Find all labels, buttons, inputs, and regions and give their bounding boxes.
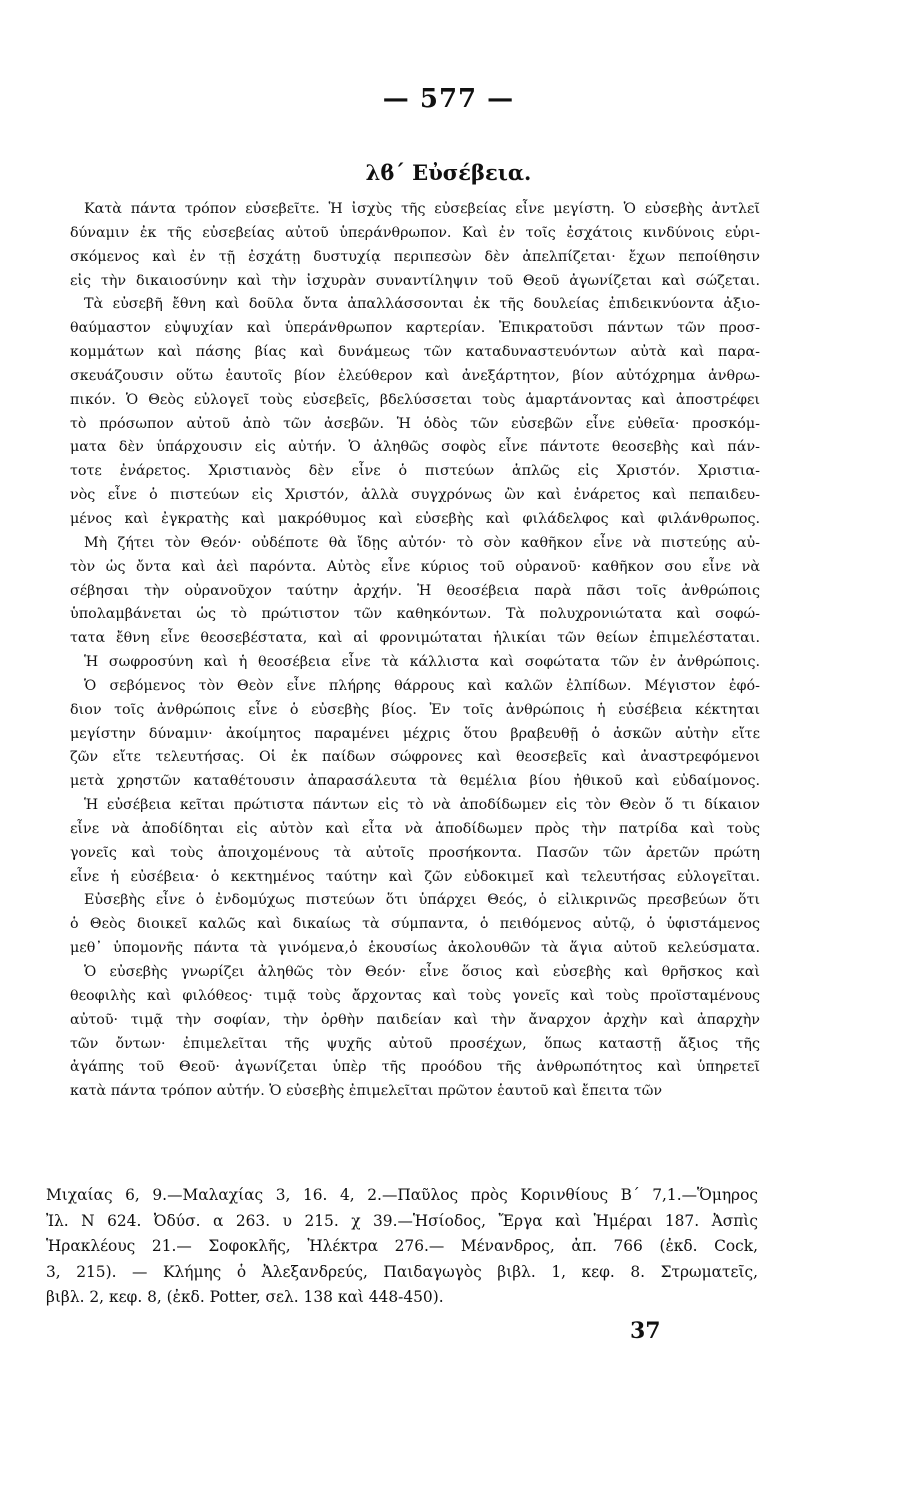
page-number: — 577 — xyxy=(382,84,515,114)
text-line: τὸ πρόσωπον αὐτοῦ ἀπὸ τῶν ἀσεβῶν. Ἡ ὁδὸς τῶν εὐσεβῶν εἶνε εὐθεῖα· προσκόμ- xyxy=(70,415,760,432)
text-line: ζῶν εἴτε τελευτήσας. Οἱ ἐκ παίδων σώφρονες καὶ θεοσεβεῖς καὶ ἀναστρεφόμενοι xyxy=(70,749,760,766)
text-line: θεοφιλὴς καὶ φιλόθεος· τιμᾷ τοὺς ἄρχοντας καὶ τοὺς γονεῖς καὶ τοὺς προϊσταμένους xyxy=(70,987,760,1004)
text-line: εἰς τὴν δικαιοσύνην καὶ τὴν ἰσχυρὰν συναντίληψιν τοῦ Θεοῦ ἀγωνίζεται καὶ σώζεται. xyxy=(70,272,760,289)
text-line: τὸν ὡς ὄντα καὶ ἀεὶ παρόντα. Αὐτὸς εἶνε κύριος τοῦ οὐρανοῦ· καθῆκον σου εἶνε νὰ xyxy=(70,558,760,575)
text-line: τατα ἔθνη εἶνε θεοσεβέστατα, καὶ αἱ φρονιμώταται ἡλικίαι τῶν θείων ἐπιμελέσταται. xyxy=(70,630,760,647)
text-line: Ὁ σεβόμενος τὸν Θεὸν εἶνε πλήρης θάρρους καὶ καλῶν ἐλπίδων. Μέγιστον ἐφό- xyxy=(84,677,760,694)
text-line: γονεῖς καὶ τοὺς ἀποιχομένους τὰ αὐτοῖς προσήκοντα. Πασῶν τῶν ἀρετῶν πρώτη xyxy=(70,844,760,861)
text-line: μεθ᾿ ὑπομονῆς πάντα τὰ γινόμενα,ὁ ἑκουσίως ἀκολουθῶν τὰ ἅγια αὐτοῦ κελεύσματα. xyxy=(70,940,760,957)
reference-line: βιβλ. 2, κεφ. 8, (ἐκδ. Potter, σελ. 138 καὶ 448-450). xyxy=(46,1288,444,1306)
text-line: Ὁ εὐσεβὴς γνωρίζει ἀληθῶς τὸν Θεόν· εἶνε ὅσιος καὶ εὐσεβὴς καὶ θρῆσκος καὶ xyxy=(84,964,760,980)
text-line: τοτε ἐνάρετος. Χριστιανὸς δὲν εἶνε ὁ πιστεύων ἁπλῶς εἰς Χριστόν. Χριστια- xyxy=(70,463,760,480)
text-line: Ἡ εὐσέβεια κεῖται πρώτιστα πάντων εἰς τὸ νὰ ἀποδίδωμεν εἰς τὸν Θεὸν ὅ τι δίκαιον xyxy=(84,797,760,814)
text-line: Εὐσεβὴς εἶνε ὁ ἐνδομύχως πιστεύων ὅτι ὑπάρχει Θεός, ὁ εἰλικρινῶς πρεσβεύων ὅτι xyxy=(84,892,760,909)
reference-line: 3, 215). — Κλήμης ὁ Ἀλεξανδρεύς, Παιδαγωγὸς βιβλ. 1, κεφ. 8. Στρωματεῖς, xyxy=(46,1262,758,1281)
section-title: λϐ΄ Εὐσέβεια. xyxy=(365,160,532,185)
text-line: σκευάζουσιν οὕτω ἑαυτοῖς βίον ἐλεύθερον καὶ ἀνεξάρτητον, βίον αὐτόχρημα ἀνθρω- xyxy=(70,367,760,384)
text-line: Τὰ εὐσεβῆ ἔθνη καὶ δοῦλα ὄντα ἀπαλλάσσονται ἐκ τῆς δουλείας ἐπιδεικνύοντα ἀξιο- xyxy=(84,296,760,313)
text-line: ὑπολαμβάνεται ὡς τὸ πρώτιστον τῶν καθηκόντων. Τὰ πολυχρονιώτατα καὶ σοφώ- xyxy=(70,606,760,623)
text-line: εἶνε ἡ εὐσέβεια· ὁ κεκτημένος ταύτην καὶ ζῶν εὐδοκιμεῖ καὶ τελευτήσας εὐλογεῖται. xyxy=(70,868,760,885)
reference-line: Ἰλ. Ν 624. Ὀδύσ. α 263. υ 215. χ 39.—Ἡσίοδος, Ἔργα καὶ Ἡμέραι 187. Ἀσπὶς xyxy=(46,1211,758,1230)
text-line: κομμάτων καὶ πάσης βίας καὶ δυνάμεως τῶν καταδυναστευόντων αὐτὰ καὶ παρα- xyxy=(70,344,760,361)
text-line: τῶν ὄντων· ἐπιμελεῖται τῆς ψυχῆς αὐτοῦ προσέχων, ὅπως καταστῇ ἄξιος τῆς xyxy=(70,1035,760,1052)
text-line: εἶνε νὰ ἀποδίδηται εἰς αὐτὸν καὶ εἶτα νὰ ἀποδίδωμεν πρὸς τὴν πατρίδα καὶ τοὺς xyxy=(70,820,760,837)
signature-mark: 37 xyxy=(630,1318,661,1344)
text-line: δύναμιν ἐκ τῆς εὐσεβείας αὐτοῦ ὑπεράνθρωπον. Καὶ ἐν τοῖς ἐσχάτοις κινδύνοις εὑρι- xyxy=(70,224,760,241)
text-line: μεγίστην δύναμιν· ἀκοίμητος παραμένει μέχρις ὅτου βραβευθῇ ὁ ἀσκῶν αὐτὴν εἴτε xyxy=(70,725,760,742)
text-line: σέβησαι τὴν οὐρανοῦχον ταύτην ἀρχήν. Ἡ θεοσέβεια παρὰ πᾶσι τοῖς ἀνθρώποις xyxy=(70,582,760,599)
text-line: αὐτοῦ· τιμᾷ τὴν σοφίαν, τὴν ὀρθὴν παιδείαν καὶ τὴν ἄναρχον ἀρχὴν καὶ ἀπαρχὴν xyxy=(70,1011,760,1028)
body-text xyxy=(70,198,760,1104)
text-line: πικόν. Ὁ Θεὸς εὐλογεῖ τοὺς εὐσεβεῖς, βδελύσσεται τοὺς ἁμαρτάνοντας καὶ ἀποστρέφει xyxy=(70,391,760,408)
text-line: Ἡ σωφροσύνη καὶ ἡ θεοσέβεια εἶνε τὰ κάλλιστα καὶ σοφώτατα τῶν ἐν ἀνθρώποις. xyxy=(84,654,760,671)
text-line: ἀγάπης τοῦ Θεοῦ· ἀγωνίζεται ὑπὲρ τῆς προόδου τῆς ἀνθρωπότητος καὶ ὑπηρετεῖ xyxy=(70,1059,760,1076)
text-line: κατὰ πάντα τρόπον αὐτήν. Ὁ εὐσεβὴς ἐπιμελεῖται πρῶτον ἑαυτοῦ καὶ ἔπειτα τῶν xyxy=(70,1083,663,1100)
references xyxy=(46,1183,758,1311)
reference-line: Μιχαίας 6, 9.—Μαλαχίας 3, 16. 4, 2.—Παῦλος πρὸς Κορινθίους Β΄ 7,1.—Ὅμηρος xyxy=(46,1186,758,1204)
text-line: ματα δὲν ὑπάρχουσιν εἰς αὐτήν. Ὁ ἀληθῶς σοφὸς εἶνε πάντοτε θεοσεβὴς καὶ πάν- xyxy=(70,439,760,456)
text-line: ὁ Θεὸς διοικεῖ καλῶς καὶ δικαίως τὰ σύμπαντα, ὁ πειθόμενος αὐτῷ, ὁ ὑφιστάμενος xyxy=(70,916,760,933)
text-line: Κατὰ πάντα τρόπον εὐσεβεῖτε. Ἡ ἰσχὺς τῆς εὐσεβείας εἶνε μεγίστη. Ὁ εὐσεβὴς ἀντλεῖ xyxy=(84,201,760,217)
text-line: σκόμενος καὶ ἐν τῇ ἐσχάτῃ δυστυχίᾳ περιπεσὼν δὲν ἀπελπίζεται· ἔχων πεποίθησιν xyxy=(70,248,760,265)
text-line: Μὴ ζήτει τὸν Θεόν· οὐδέποτε θὰ ἴδῃς αὐτόν· τὸ σὸν καθῆκον εἶνε νὰ πιστεύῃς αὐ- xyxy=(84,534,760,551)
text-line: μένος καὶ ἐγκρατὴς καὶ μακρόθυμος καὶ εὐσεβὴς καὶ φιλάδελφος καὶ φιλάνθρωπος. xyxy=(70,510,760,527)
reference-line: Ἡρακλέους 21.— Σοφοκλῆς, Ἠλέκτρα 276.— Μένανδρος, ἀπ. 766 (ἐκδ. Cock, xyxy=(46,1237,758,1255)
text-line: μετὰ χρηστῶν καταθέτουσιν ἀπαρασάλευτα τὰ θεμέλια βίου ἠθικοῦ καὶ εὐδαίμονος. xyxy=(70,773,760,790)
text-line: διον τοῖς ἀνθρώποις εἶνε ὁ εὐσεβὴς βίος. Ἐν τοῖς ἀνθρώποις ἡ εὐσέβεια κέκτηται xyxy=(70,701,760,718)
text-line: νὸς εἶνε ὁ πιστεύων εἰς Χριστόν, ἀλλὰ συγχρόνως ὢν καὶ ἐνάρετος καὶ πεπαιδευ- xyxy=(70,487,760,504)
text-line: θαύμαστον εὐψυχίαν καὶ ὑπεράνθρωπον καρτερίαν. Ἐπικρατοῦσι πάντων τῶν προσ- xyxy=(70,320,760,337)
